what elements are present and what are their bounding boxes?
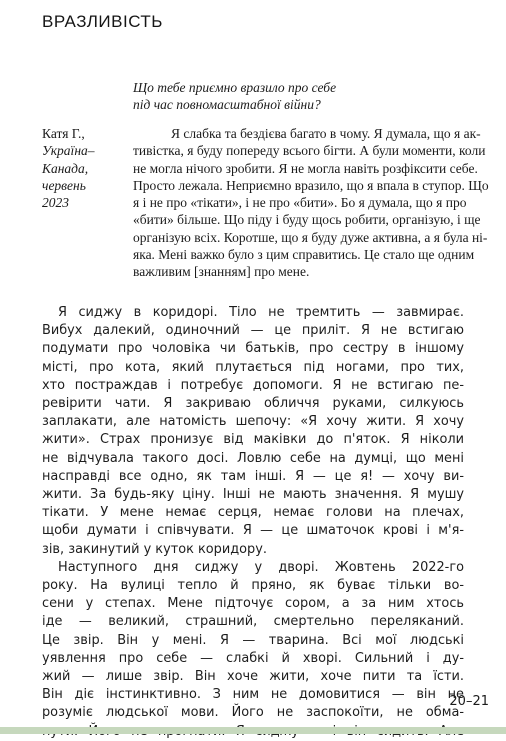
essay-line: хто постраждав і потребує допомоги. Я не встигаю пе-: [42, 377, 464, 393]
section-title: ВРАЗЛИВІСТЬ: [42, 12, 163, 31]
essay-body: [42, 304, 464, 741]
essay-line: Це звір. Він у мені. Я — тварина. Всі мої людські: [42, 632, 464, 648]
essay-line: жити. За будь-яку ціну. Інші не мають значення. Я мушу: [42, 487, 464, 503]
essay-line: заплакати, але натомість шепочу: «Я хочу жити. Я хочу: [42, 414, 464, 430]
essay-line: року. На вулиці тепло й пряно, як буває тільки во-: [42, 578, 464, 594]
essay-line: тікати. У мене немає серця, немає голови на плечах,: [42, 505, 464, 521]
answer-line: важливим [знанням] про мене.: [133, 264, 310, 280]
essay-line: Наступного дня сиджу у дворі. Жовтень 2022-го: [58, 559, 464, 575]
respondent-place-line: Канада,: [42, 160, 89, 176]
respondent-date-line: червень: [42, 177, 86, 193]
bottom-accent-bar: [0, 727, 506, 734]
essay-line: зів, закинутий у куток коридору.: [42, 541, 267, 557]
essay-line: жий — лише звір. Він хоче жити, хоче пити та їсти.: [42, 669, 464, 685]
page-number: 20–21: [449, 694, 489, 709]
essay-line: Я сиджу в коридорі. Тіло не тремтить — завмирає.: [58, 305, 464, 320]
essay-line: розуміє людської мови. Його не заспокоїти, не обма-: [42, 705, 464, 721]
essay-line: Вибух далекий, одиночний — це приліт. Я не встигаю: [42, 323, 464, 339]
essay-line: жити». Страх пронизує від маківки до п'яток. Я ніколи: [42, 432, 464, 448]
answer-line: я і не про «тікати», і не про «бити». Бо я думала, що я про: [133, 195, 467, 211]
respondent-date-line: 2023: [42, 195, 69, 211]
essay-line: місті, про кота, який плутається під ногами, про тих,: [42, 359, 464, 375]
interview-answer: [133, 125, 489, 281]
essay-line: насправді все одно, як там інші. Я — це я! — хочу ви-: [42, 468, 464, 484]
question-line: під час повномасштабної війни?: [133, 97, 321, 112]
essay-line: ревірити чати. Я закриваю обличчя руками, силкуюсь: [42, 396, 464, 412]
question-line: Що тебе приємно вразило про себе: [133, 80, 337, 95]
answer-line: «бити» більше. Що піду і буду щось робити, організую, і ще: [133, 212, 481, 228]
answer-line: тивістка, я буду попереду всього бігти. А були моменти, коли: [133, 143, 486, 159]
essay-line: іде — великий, страшний, смертельно переляканий.: [42, 614, 464, 630]
essay-line: щоби думати і співчувати. Я — це шматочок крові і м'я-: [42, 523, 464, 539]
respondent-attribution: [42, 125, 122, 211]
respondent-name: Катя Г.,: [42, 126, 85, 141]
answer-line: не могла нічого зробити. Я не могла навіть розфіксити себе.: [133, 160, 478, 176]
essay-line: сени у степах. Мене підточує сором, а за ним хтось: [42, 596, 464, 612]
answer-line: яка. Мені важко було з цим справитись. Це стало ще одним: [133, 247, 475, 263]
respondent-place-line: Україна–: [42, 143, 95, 159]
essay-line: подумати про чоловіка чи батьків, про сестру в іншому: [42, 341, 464, 357]
essay-line: Він діє інстинктивно. З ним не домовитися — він не: [42, 687, 464, 703]
essay-paragraph: [42, 304, 464, 559]
essay-paragraph: [42, 559, 464, 741]
interview-question: [133, 79, 453, 113]
answer-line: Я слабка та бездієва багато в чому. Я думала, що я ак-: [171, 126, 481, 141]
essay-line: не відчувала такого досі. Ловлю себе на думці, що мені: [42, 450, 464, 466]
answer-line: організую всіх. Коротше, що я буду дуже активна, а я була ні-: [133, 229, 488, 245]
answer-line: Просто лежала. Неприємно вразило, що я впала в ступор. Що: [133, 177, 489, 193]
essay-line: уявлення про себе — слабкі й хворі. Сильний і ду-: [42, 650, 464, 666]
